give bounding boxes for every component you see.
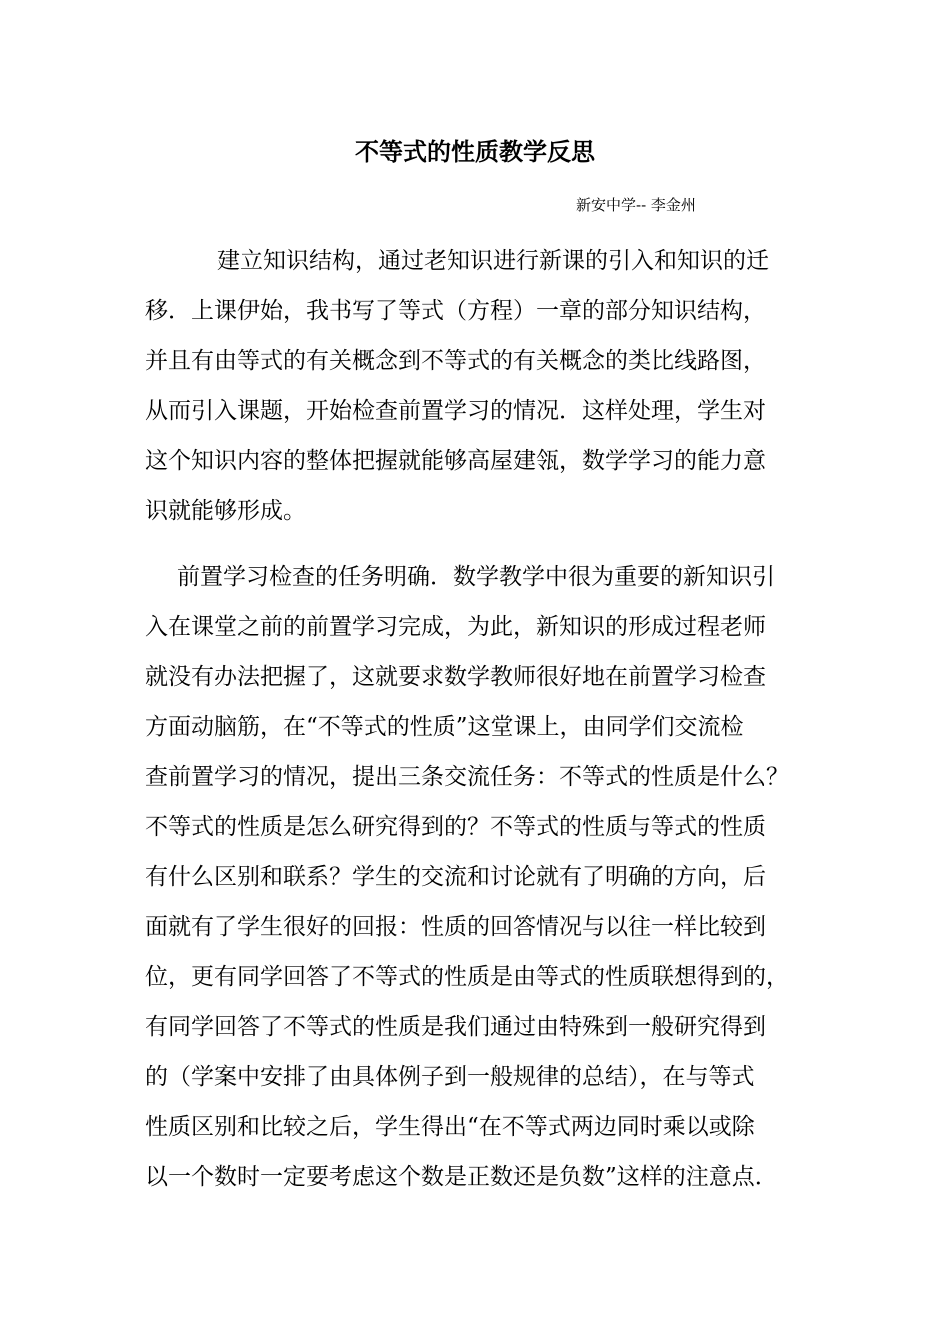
paragraph-1: [145, 236, 795, 536]
paragraph-line: 前置学习检查的任务明确．数学教学中很为重要的新知识引: [177, 564, 775, 590]
paragraph-line: 移．上课伊始，我书写了等式（方程）一章的部分知识结构，: [145, 298, 766, 324]
paragraph-2: [145, 552, 795, 1202]
author-line: 新安中学-- 李金州: [576, 196, 696, 214]
paragraph-line: 就没有办法把握了，这就要求数学教师很好地在前置学习检查: [145, 664, 766, 690]
paragraph-line: 面就有了学生很好的回报：性质的回答情况与以往一样比较到: [145, 914, 766, 940]
paragraph-line: 并且有由等式的有关概念到不等式的有关概念的类比线路图，: [145, 348, 766, 374]
paragraph-line: 入在课堂之前的前置学习完成，为此，新知识的形成过程老师: [145, 614, 766, 640]
paragraph-line: 有同学回答了不等式的性质是我们通过由特殊到一般研究得到: [145, 1014, 766, 1040]
paragraph-line: 性质区别和比较之后，学生得出“在不等式两边同时乘以或除: [145, 1114, 755, 1140]
paragraph-line: 以一个数时一定要考虑这个数是正数还是负数”这样的注意点．: [145, 1164, 778, 1190]
page-title: 不等式的性质教学反思: [355, 138, 595, 166]
paragraph-line: 的（学案中安排了由具体例子到一般规律的总结），在与等式: [145, 1064, 755, 1090]
paragraph-line: 方面动脑筋，在“不等式的性质”这堂课上，由同学们交流检: [145, 714, 744, 740]
paragraph-line: 有什么区别和联系？学生的交流和讨论就有了明确的方向，后: [145, 864, 766, 890]
paragraph-line: 位，更有同学回答了不等式的性质是由等式的性质联想得到的，: [145, 964, 789, 990]
paragraph-line: 不等式的性质是怎么研究得到的？不等式的性质与等式的性质: [145, 814, 766, 840]
paragraph-line: 从而引入课题，开始检查前置学习的情况．这样处理，学生对: [145, 398, 766, 424]
paragraph-line: 建立知识结构，通过老知识进行新课的引入和知识的迁: [217, 248, 769, 274]
paragraph-line: 查前置学习的情况，提出三条交流任务：不等式的性质是什么？: [145, 764, 789, 790]
paragraph-line: 识就能够形成。: [145, 498, 306, 524]
paragraph-line: 这个知识内容的整体把握就能够高屋建瓴，数学学习的能力意: [145, 448, 766, 474]
